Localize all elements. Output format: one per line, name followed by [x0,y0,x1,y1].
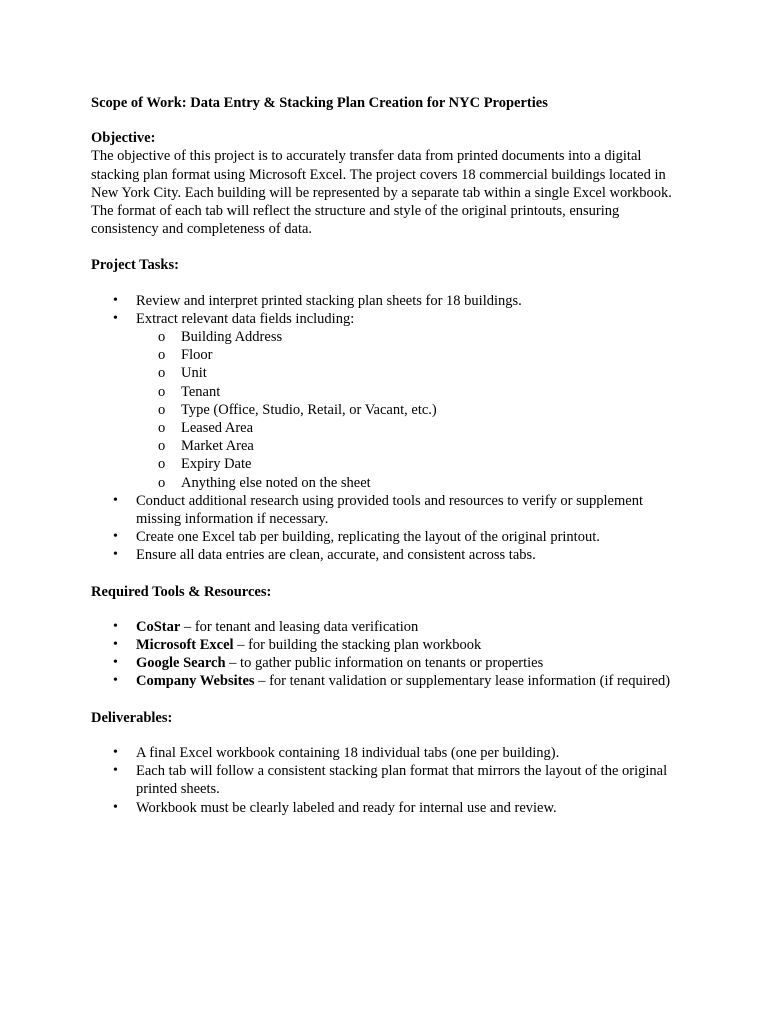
circle-bullet-icon: o [158,474,166,491]
sub-list-item-text: Leased Area [181,420,254,437]
list-item-text: Each tab will follow a consistent stacking plan format that mirrors the layout of the original printed sheets. [136,763,668,798]
bullet-icon: • [113,310,118,326]
tool-description: – for tenant validation or supplementary lease information (if required) [254,673,671,690]
sub-list-item [136,346,681,364]
list-item [91,292,681,310]
bullet-icon: • [113,744,118,760]
bullet-icon: • [113,799,118,815]
list-item [91,492,681,528]
list-item [91,762,681,798]
sub-list-item-text: Floor [181,347,213,364]
tools-heading: Required Tools & Resources: [91,583,272,600]
circle-bullet-icon: o [158,401,166,418]
sub-list-item [136,437,681,455]
sub-list-item-text: Market Area [181,438,254,455]
sub-list-item [136,419,681,437]
list-item-text: Review and interpret printed stacking plan sheets for 18 buildings. [136,292,522,309]
sub-list-item [136,474,681,492]
list-item [91,799,681,817]
bullet-icon: • [113,492,118,508]
tool-description: – for building the stacking plan workbook [233,637,482,654]
list-item [91,744,681,762]
list-item-text: Create one Excel tab per building, replicating the layout of the original printout. [136,529,600,546]
objective-heading: Objective: [91,130,156,147]
list-item [91,310,681,492]
circle-bullet-icon: o [158,420,166,437]
bullet-icon: • [113,292,118,308]
spacer [91,727,681,744]
sub-list-item [136,383,681,401]
list-item-text: A final Excel workbook containing 18 individual tabs (one per building). [136,744,560,761]
sub-list-item-text: Tenant [181,383,221,400]
tools-list [91,618,681,691]
document-page [91,94,681,817]
objective-text: The objective of this project is to accurately transfer data from printed documents into a digital stacking plan format using Microsoft Excel. The project covers 18 commercial buildings located in New York City. Each building will be represented by a separate tab within a single Excel workbook. The format of each tab will reflect the structure and style of the original printouts, ensuring consistency and completeness of data. [91,148,672,238]
circle-bullet-icon: o [158,347,166,364]
list-item [91,546,681,564]
circle-bullet-icon: o [158,329,166,346]
tool-description: – to gather public information on tenants or properties [225,655,544,672]
data-fields-list [136,328,681,492]
sub-list-item-text: Building Address [181,329,283,346]
sub-list-item-text: Type (Office, Studio, Retail, or Vacant, etc.) [181,401,437,418]
project-tasks-heading: Project Tasks: [91,257,179,274]
circle-bullet-icon: o [158,456,166,473]
spacer [91,691,681,709]
circle-bullet-icon: o [158,438,166,455]
tool-name: Microsoft Excel [136,637,234,654]
list-item-text: Conduct additional research using provided tools and resources to verify or supplement missing information if necessary. [136,492,643,528]
bullet-icon: • [113,547,118,563]
tool-name: Company Websites [136,673,255,690]
tool-name: Google Search [136,655,226,672]
list-item [91,636,681,654]
list-item [91,618,681,636]
deliverables-list [91,744,681,817]
sub-list-item-text: Anything else noted on the sheet [181,474,371,491]
sub-list-item [136,401,681,419]
sub-list-item [136,328,681,346]
tool-name: CoStar [136,618,181,635]
circle-bullet-icon: o [158,383,166,400]
spacer [91,601,681,618]
bullet-icon: • [113,655,118,671]
list-item [91,672,681,690]
spacer [91,275,681,292]
list-item-text: Workbook must be clearly labeled and ready for internal use and review. [136,799,557,816]
list-item [91,654,681,672]
sub-list-item [136,455,681,473]
list-item-text: Ensure all data entries are clean, accurate, and consistent across tabs. [136,547,536,564]
deliverables-heading: Deliverables: [91,709,173,726]
project-tasks-list [91,292,681,565]
bullet-icon: • [113,673,118,689]
list-item [91,528,681,546]
bullet-icon: • [113,637,118,653]
circle-bullet-icon: o [158,365,166,382]
bullet-icon: • [113,529,118,545]
bullet-icon: • [113,618,118,634]
document-title: Scope of Work: Data Entry & Stacking Plan Creation for NYC Properties [91,95,548,111]
sub-list-item [136,364,681,382]
bullet-icon: • [113,763,118,779]
tool-description: – for tenant and leasing data verification [180,618,419,635]
sub-list-item-text: Unit [181,365,207,382]
list-item-text: Extract relevant data fields including: [136,310,355,327]
spacer [91,565,681,583]
sub-list-item-text: Expiry Date [181,456,252,473]
